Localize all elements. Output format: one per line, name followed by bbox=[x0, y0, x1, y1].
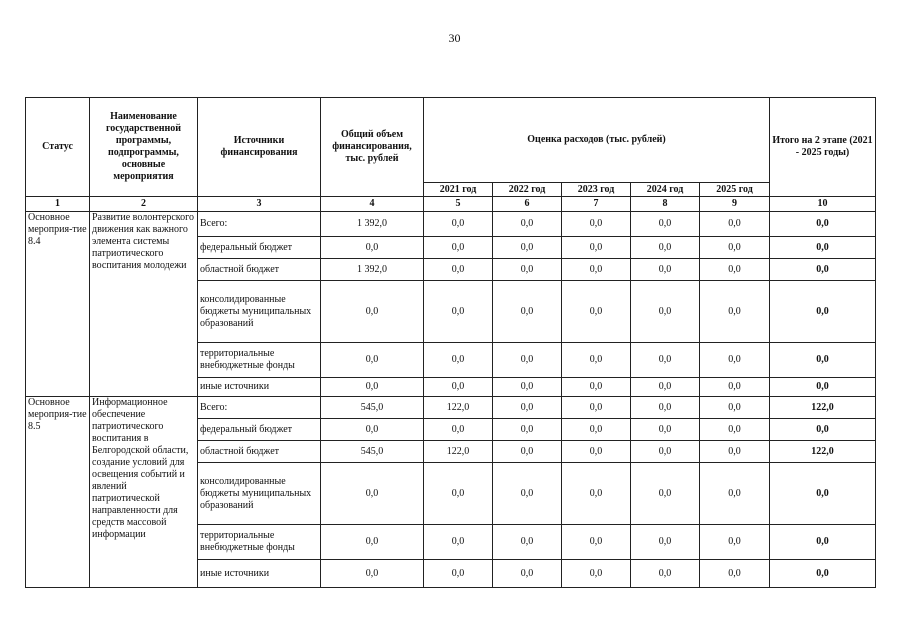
year-value-cell: 0,0 bbox=[562, 212, 631, 237]
total-value-cell: 545,0 bbox=[321, 441, 424, 463]
total-value-cell: 0,0 bbox=[321, 419, 424, 441]
result-value-cell: 0,0 bbox=[770, 419, 876, 441]
year-value-cell: 0,0 bbox=[562, 463, 631, 525]
total-value-cell: 1 392,0 bbox=[321, 259, 424, 281]
funding-source-cell: иные источники bbox=[198, 378, 321, 397]
column-number: 3 bbox=[198, 197, 321, 212]
year-value-cell: 0,0 bbox=[493, 281, 562, 343]
total-value-cell: 0,0 bbox=[321, 281, 424, 343]
year-value-cell: 0,0 bbox=[700, 237, 770, 259]
year-value-cell: 0,0 bbox=[424, 259, 493, 281]
header-result: Итого на 2 этапе (2021 - 2025 годы) bbox=[770, 98, 876, 197]
year-value-cell: 0,0 bbox=[493, 397, 562, 419]
column-number-row bbox=[26, 197, 876, 212]
year-value-cell: 0,0 bbox=[562, 397, 631, 419]
funding-source-cell: консолидированные бюджеты муниципальных образований bbox=[198, 281, 321, 343]
column-number: 10 bbox=[770, 197, 876, 212]
year-value-cell: 0,0 bbox=[631, 397, 700, 419]
header-status: Статус bbox=[26, 98, 90, 197]
result-value-cell: 0,0 bbox=[770, 259, 876, 281]
column-number: 1 bbox=[26, 197, 90, 212]
table-row bbox=[26, 212, 876, 237]
year-value-cell: 0,0 bbox=[424, 463, 493, 525]
activity-name-cell: Информационное обеспечение патриотического воспитания в Белгородской области, создание условий для освещения событий и явлений патриотической направленности для средств массовой информации bbox=[90, 397, 198, 588]
year-value-cell: 0,0 bbox=[493, 237, 562, 259]
column-number: 6 bbox=[493, 197, 562, 212]
year-value-cell: 0,0 bbox=[493, 212, 562, 237]
table-body bbox=[26, 197, 876, 588]
column-number: 7 bbox=[562, 197, 631, 212]
funding-source-cell: территориальные внебюджетные фонды bbox=[198, 525, 321, 560]
year-value-cell: 0,0 bbox=[631, 281, 700, 343]
year-value-cell: 0,0 bbox=[493, 463, 562, 525]
year-value-cell: 0,0 bbox=[700, 441, 770, 463]
year-value-cell: 0,0 bbox=[700, 259, 770, 281]
year-value-cell: 0,0 bbox=[631, 560, 700, 588]
total-value-cell: 545,0 bbox=[321, 397, 424, 419]
year-value-cell: 0,0 bbox=[562, 525, 631, 560]
year-value-cell: 0,0 bbox=[631, 212, 700, 237]
header-year-2022: 2022 год bbox=[493, 183, 562, 197]
funding-source-cell: иные источники bbox=[198, 560, 321, 588]
year-value-cell: 0,0 bbox=[562, 259, 631, 281]
year-value-cell: 0,0 bbox=[493, 343, 562, 378]
header-year-2025: 2025 год bbox=[700, 183, 770, 197]
year-value-cell: 0,0 bbox=[424, 281, 493, 343]
result-value-cell: 0,0 bbox=[770, 525, 876, 560]
total-value-cell: 0,0 bbox=[321, 378, 424, 397]
year-value-cell: 0,0 bbox=[562, 378, 631, 397]
year-value-cell: 0,0 bbox=[562, 237, 631, 259]
column-number: 9 bbox=[700, 197, 770, 212]
year-value-cell: 0,0 bbox=[562, 560, 631, 588]
year-value-cell: 0,0 bbox=[562, 419, 631, 441]
year-value-cell: 0,0 bbox=[700, 463, 770, 525]
header-total: Общий объем финансирования, тыс. рублей bbox=[321, 98, 424, 197]
year-value-cell: 0,0 bbox=[631, 259, 700, 281]
year-value-cell: 0,0 bbox=[631, 419, 700, 441]
header-year-2023: 2023 год bbox=[562, 183, 631, 197]
column-number: 2 bbox=[90, 197, 198, 212]
funding-source-cell: территориальные внебюджетные фонды bbox=[198, 343, 321, 378]
table-row bbox=[26, 397, 876, 419]
year-value-cell: 0,0 bbox=[700, 419, 770, 441]
year-value-cell: 0,0 bbox=[493, 419, 562, 441]
year-value-cell: 0,0 bbox=[493, 525, 562, 560]
year-value-cell: 0,0 bbox=[631, 441, 700, 463]
year-value-cell: 0,0 bbox=[700, 525, 770, 560]
year-value-cell: 0,0 bbox=[631, 463, 700, 525]
total-value-cell: 0,0 bbox=[321, 525, 424, 560]
total-value-cell: 0,0 bbox=[321, 463, 424, 525]
year-value-cell: 122,0 bbox=[424, 397, 493, 419]
status-cell: Основное мероприя-тие 8.5 bbox=[26, 397, 90, 588]
funding-source-cell: Всего: bbox=[198, 212, 321, 237]
year-value-cell: 0,0 bbox=[700, 560, 770, 588]
year-value-cell: 0,0 bbox=[631, 343, 700, 378]
result-value-cell: 0,0 bbox=[770, 237, 876, 259]
column-number: 8 bbox=[631, 197, 700, 212]
header-name: Наименование государственной программы, подпрограммы, основные мероприятия bbox=[90, 98, 198, 197]
year-value-cell: 0,0 bbox=[700, 378, 770, 397]
year-value-cell: 0,0 bbox=[424, 212, 493, 237]
year-value-cell: 0,0 bbox=[493, 441, 562, 463]
year-value-cell: 0,0 bbox=[700, 343, 770, 378]
year-value-cell: 0,0 bbox=[700, 281, 770, 343]
year-value-cell: 0,0 bbox=[631, 237, 700, 259]
year-value-cell: 0,0 bbox=[424, 378, 493, 397]
year-value-cell: 0,0 bbox=[493, 259, 562, 281]
header-estimate: Оценка расходов (тыс. рублей) bbox=[424, 98, 770, 183]
header-year-2024: 2024 год bbox=[631, 183, 700, 197]
page-number: 30 bbox=[448, 31, 461, 45]
funding-source-cell: консолидированные бюджеты муниципальных образований bbox=[198, 463, 321, 525]
result-value-cell: 122,0 bbox=[770, 441, 876, 463]
year-value-cell: 0,0 bbox=[700, 212, 770, 237]
result-value-cell: 0,0 bbox=[770, 560, 876, 588]
column-number: 5 bbox=[424, 197, 493, 212]
year-value-cell: 0,0 bbox=[493, 378, 562, 397]
year-value-cell: 0,0 bbox=[493, 560, 562, 588]
year-value-cell: 0,0 bbox=[700, 397, 770, 419]
result-value-cell: 122,0 bbox=[770, 397, 876, 419]
year-value-cell: 0,0 bbox=[562, 343, 631, 378]
year-value-cell: 0,0 bbox=[424, 525, 493, 560]
year-value-cell: 0,0 bbox=[562, 281, 631, 343]
year-value-cell: 0,0 bbox=[631, 525, 700, 560]
result-value-cell: 0,0 bbox=[770, 212, 876, 237]
funding-source-cell: областной бюджет bbox=[198, 259, 321, 281]
year-value-cell: 0,0 bbox=[631, 378, 700, 397]
total-value-cell: 1 392,0 bbox=[321, 212, 424, 237]
total-value-cell: 0,0 bbox=[321, 560, 424, 588]
result-value-cell: 0,0 bbox=[770, 463, 876, 525]
financing-table bbox=[25, 97, 876, 588]
year-value-cell: 0,0 bbox=[424, 560, 493, 588]
funding-source-cell: федеральный бюджет bbox=[198, 237, 321, 259]
header-sources: Источники финансирования bbox=[198, 98, 321, 197]
header-year-2021: 2021 год bbox=[424, 183, 493, 197]
year-value-cell: 0,0 bbox=[424, 419, 493, 441]
year-value-cell: 0,0 bbox=[424, 237, 493, 259]
total-value-cell: 0,0 bbox=[321, 237, 424, 259]
year-value-cell: 0,0 bbox=[424, 343, 493, 378]
column-number: 4 bbox=[321, 197, 424, 212]
result-value-cell: 0,0 bbox=[770, 378, 876, 397]
result-value-cell: 0,0 bbox=[770, 343, 876, 378]
year-value-cell: 0,0 bbox=[562, 441, 631, 463]
activity-name-cell: Развитие волонтерского движения как важного элемента системы патриотического воспитания молодежи bbox=[90, 212, 198, 397]
funding-source-cell: Всего: bbox=[198, 397, 321, 419]
result-value-cell: 0,0 bbox=[770, 281, 876, 343]
total-value-cell: 0,0 bbox=[321, 343, 424, 378]
funding-source-cell: федеральный бюджет bbox=[198, 419, 321, 441]
status-cell: Основное мероприя-тие 8.4 bbox=[26, 212, 90, 397]
year-value-cell: 122,0 bbox=[424, 441, 493, 463]
funding-source-cell: областной бюджет bbox=[198, 441, 321, 463]
